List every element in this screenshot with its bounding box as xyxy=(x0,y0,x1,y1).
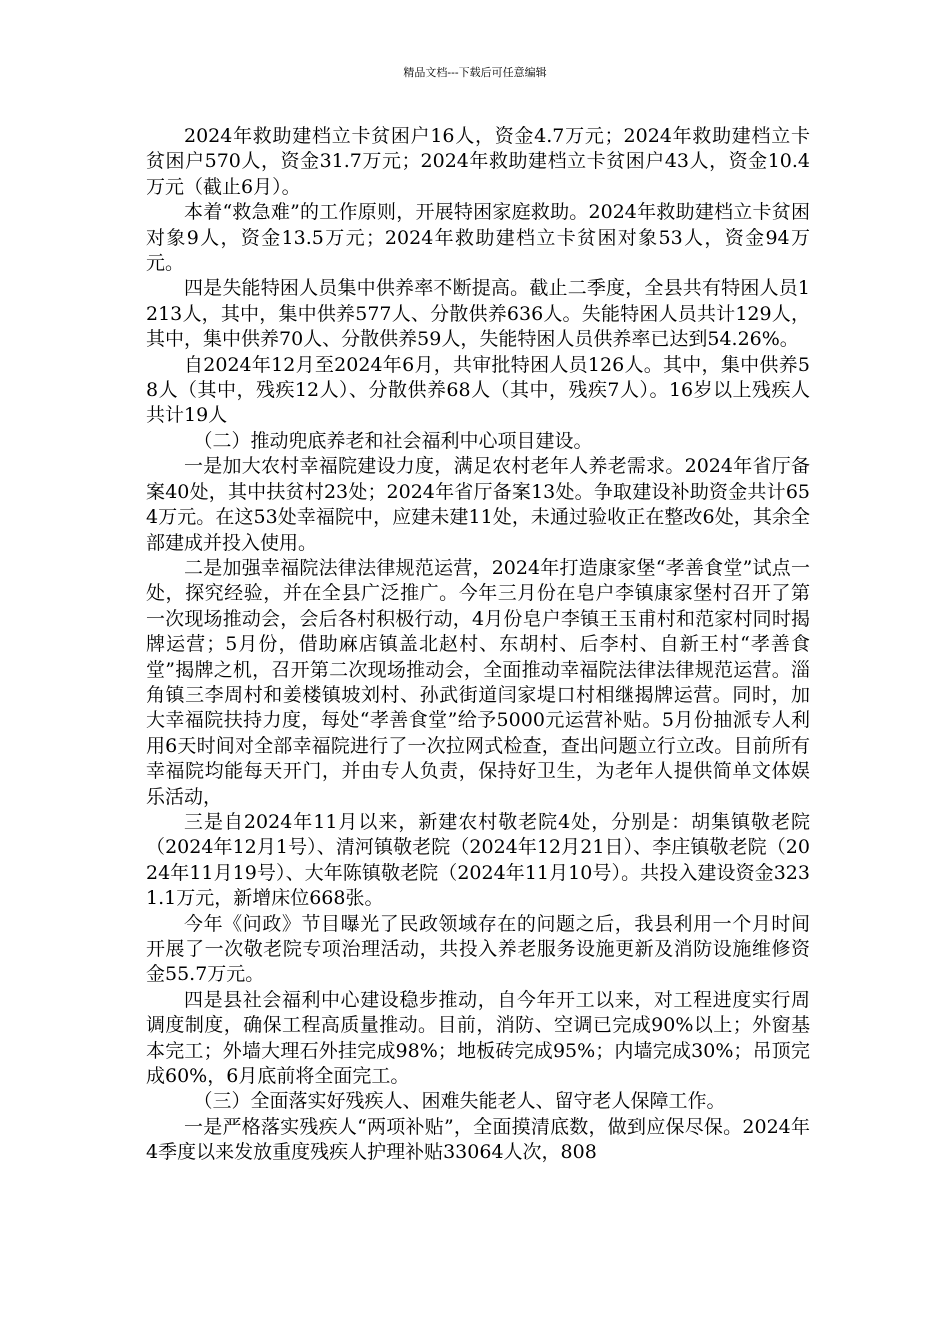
paragraph-disability-subsidy: 一是严格落实残疾人“两项补贴”，全面摸清底数，做到应保尽保。2024年4季度以来发放重度残疾人护理补贴33064人次，808 xyxy=(146,1115,810,1164)
paragraph-emergency-relief: 本着“救急难”的工作原则，开展特困家庭救助。2024年救助建档立卡贫困对象9人，资金13.5万元；2024年救助建档立卡贫困对象53人，资金94万元。 xyxy=(146,201,810,275)
document-body xyxy=(146,124,810,1166)
paragraph-welfare-center: 四是县社会福利中心建设稳步推动，自今年开工以来，对工程进度实行周调度制度，确保工程高质量推动。目前，消防、空调已完成90%以上；外窗基本完工；外墙大理石外挂完成98%；地板砖完成95%；内墙完成30%；吊顶完成60%，6月底前将全面完工。 xyxy=(146,988,810,1088)
paragraph-happiness-homes: 一是加大农村幸福院建设力度，满足农村老年人养老需求。2024年省厅备案40处，其中扶贫村23处；2024年省厅备案13处。争取建设补助资金共计654万元。在这53处幸福院中，应建未建11处，未通过验收正在整改6处，其余全部建成并投入使用。 xyxy=(146,455,810,554)
paragraph-filial-canteen: 二是加强幸福院法律法律规范运营，2024年打造康家堡“孝善食堂”试点一处，探究经验，并在全县广泛推广。今年三月份在皂户李镇康家堡村召开了第一次现场推动会，会后各村积极行动，4月份皂户李镇王玉甫村和范家村同时揭牌运营；5月份，借助麻店镇盖北赵村、东胡村、后李村、自新王村“孝善食堂”揭牌之机，召开第二次现场推动会，全面推动幸福院法律法律规范运营。淄角镇三李周村和姜楼镇坡刘村、孙武街道闫家堤口村相继揭牌运营。同时，加大幸福院扶持力度，每处“孝善食堂”给予5000元运营补贴。5月份抽派专人利用6天时间对全部幸福院进行了一次拉网式检查，查出问题立行立改。目前所有幸福院均能每天开门，并由专人负责，保持好卫生，为老年人提供简单文体娱乐活动， xyxy=(146,556,810,808)
section-heading-3: （三）全面落实好残疾人、困难失能老人、留守老人保障工作。 xyxy=(193,1090,726,1113)
section-heading-2: （二）推动兜底养老和社会福利中心项目建设。 xyxy=(193,429,593,452)
page-header: 精品文档---下载后可任意编辑 xyxy=(403,66,547,79)
paragraph-disabled-care-rate: 四是失能特困人员集中供养率不断提高。截止二季度，全县共有特困人员1213人，其中，集中供养577人、分散供养636人。失能特困人员共计129人，其中，集中供养70人、分散供养59人，失能特困人员供养率已达到54.26%。 xyxy=(146,277,810,351)
paragraph-governance: 今年《问政》节目曝光了民政领域存在的问题之后，我县利用一个月时间开展了一次敬老院专项治理活动，共投入养老服务设施更新及消防设施维修资金55.7万元。 xyxy=(146,912,810,986)
paragraph-nursing-homes: 三是自2024年11月以来，新建农村敬老院4处，分别是：胡集镇敬老院（2024年12月1号）、清河镇敬老院（2024年12月21日）、李庄镇敬老院（2024年11月19号）、大年陈镇敬老院（2024年11月10号）。共投入建设资金3231.1万元，新增床位668张。 xyxy=(146,810,810,910)
paragraph-approvals: 自2024年12月至2024年6月，共审批特困人员126人。其中，集中供养58人（其中，残疾12人）、分散供养68人（其中，残疾7人）。16岁以上残疾人共计19人 xyxy=(146,353,810,427)
paragraph-poverty-relief: 2024年救助建档立卡贫困户16人，资金4.7万元；2024年救助建档立卡贫困户570人，资金31.7万元；2024年救助建档立卡贫困户43人，资金10.4万元（截止6月）。 xyxy=(146,125,810,198)
